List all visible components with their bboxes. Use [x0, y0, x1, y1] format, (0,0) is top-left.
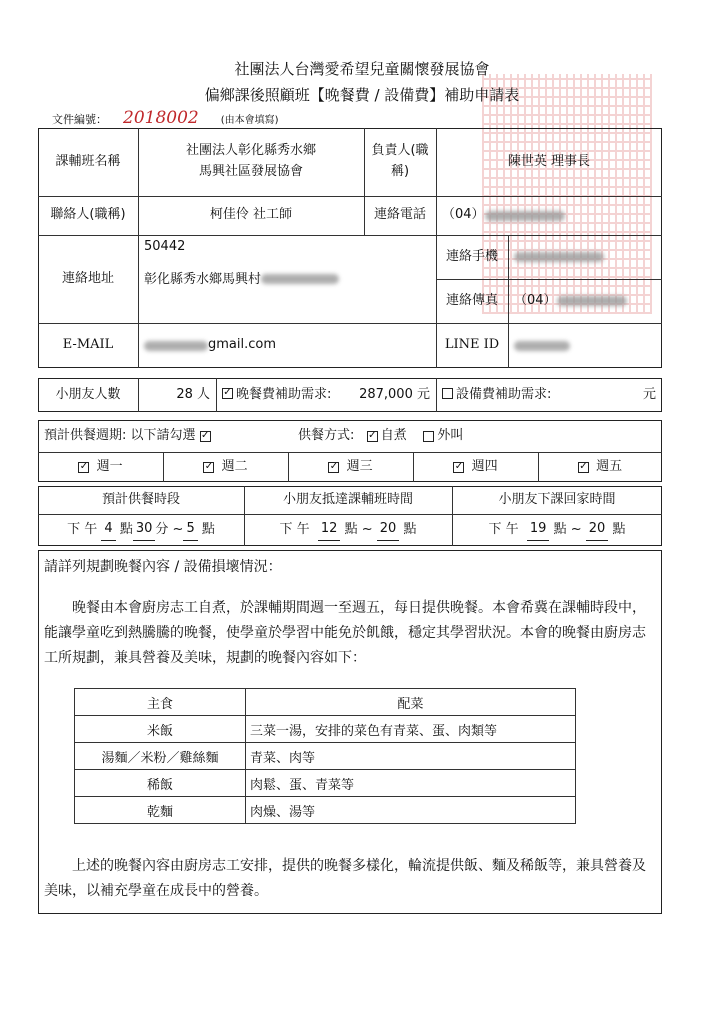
menu-head-main: 主食	[75, 689, 246, 716]
equip-subsidy-amount: 元	[642, 386, 656, 402]
plan-heading: 請詳列規劃晚餐內容 / 設備損壞情況：	[44, 559, 282, 575]
meal-time-value[interactable]: 下 午 4 點 30 分 ~ 5 點	[38, 514, 244, 546]
hour-unit: 點	[403, 521, 417, 537]
menu-main: 湯麵／米粉／雞絲麵	[75, 743, 246, 770]
line-id-value[interactable]	[508, 323, 662, 368]
plan-paragraph-2: 上述的晚餐內容由廚房志工安排，提供的晚餐多樣化，輪流提供飯、麵及稀飯等，兼具營養及美味，以補充學童在成長中的營養。	[44, 858, 646, 899]
method-row	[292, 420, 662, 452]
pm-text: 下 午	[488, 521, 519, 537]
menu-header-row	[75, 689, 576, 716]
pm-text: 下 午	[279, 521, 310, 537]
class-name-value	[138, 128, 364, 196]
order-out-label: 外叫	[437, 427, 464, 443]
method-label: 供餐方式:	[298, 427, 355, 443]
pm-text: 下 午	[67, 521, 98, 537]
class-name-label: 課輔班名稱	[55, 153, 121, 169]
redacted-phone	[485, 211, 565, 221]
day-label: 週二	[221, 458, 248, 474]
plan-paragraph-1: 晚餐由本會廚房志工自煮，於課輔期間週一至週五，每日提供晚餐。本會希冀在課輔時段中，能讓學童吃到熱騰騰的晚餐，使學童於學習中能免於飢餓，穩定其學習狀況。本會的晚餐由廚房志工所規劃，兼具營養及美味，規劃的晚餐內容如下：	[44, 600, 646, 666]
period-label: 預計供餐週期: 以下請勾選	[44, 427, 196, 443]
doc-no-note: (由本會填寫)	[220, 115, 279, 126]
menu-main: 稀飯	[75, 770, 246, 797]
hour-unit: 點	[344, 521, 358, 537]
form-title: 偏鄉課後照顧班【晚餐費 / 設備費】補助申請表	[204, 86, 520, 104]
arrive-hour-start: 12	[318, 519, 341, 541]
contact-value[interactable]: 柯佳伶 社工師	[209, 207, 293, 223]
menu-main: 米飯	[75, 716, 246, 743]
zip-code: 50442	[144, 239, 186, 254]
order-out-checkbox[interactable]	[423, 431, 434, 442]
menu-side: 三菜一湯，安排的菜色有青菜、蛋、肉類等	[246, 716, 576, 743]
day-checkbox[interactable]	[203, 462, 214, 473]
equip-subsidy-checkbox[interactable]	[442, 388, 453, 399]
redacted-fax	[557, 296, 627, 306]
home-time-value[interactable]: 下 午 19 點 ~ 20 點	[452, 514, 662, 546]
contact-label: 聯絡人(職稱)	[50, 207, 126, 223]
minute-unit: 分	[155, 521, 169, 537]
meal-subsidy-amount: 287,000 元	[359, 386, 430, 402]
leader-label: 負責人(職稱)	[371, 143, 429, 179]
day-checkbox[interactable]	[578, 462, 589, 473]
fax-value[interactable]	[508, 279, 662, 323]
self-cook-label: 自煮	[380, 427, 407, 443]
menu-side: 肉鬆、蛋、青菜等	[246, 770, 576, 797]
table-row	[75, 770, 576, 797]
mobile-label: 連絡手機	[445, 248, 498, 264]
day-label: 週五	[596, 458, 623, 474]
meal-subsidy-checkbox[interactable]	[222, 388, 233, 399]
redacted-email	[144, 341, 208, 351]
redacted-mobile	[514, 252, 604, 262]
meal-time-label: 預計供餐時段	[101, 491, 180, 507]
meal-hour-start: 4	[101, 519, 115, 541]
arrive-time-label: 小朋友抵達課輔班時間	[282, 491, 413, 507]
doc-no-label: 文件編號：	[52, 113, 107, 126]
hour-unit: 點	[553, 521, 567, 537]
day-wed[interactable]	[288, 452, 413, 482]
hour-unit: 點	[119, 521, 133, 537]
day-checkbox[interactable]	[328, 462, 339, 473]
table-row	[75, 743, 576, 770]
address-value[interactable]	[138, 235, 436, 323]
address-text: 彰化縣秀水鄉馬興村	[144, 271, 262, 287]
fax-label: 連絡傳真	[445, 292, 498, 308]
meal-subsidy[interactable]	[216, 378, 436, 412]
arrive-time-value[interactable]: 下 午 12 點 ~ 20 點	[244, 514, 452, 546]
table-row	[75, 797, 576, 824]
period-row	[38, 420, 298, 452]
class-name-line1: 社團法人彰化縣秀水鄉	[185, 143, 316, 159]
day-thu[interactable]	[413, 452, 538, 482]
menu-main: 乾麵	[75, 797, 246, 824]
menu-table	[74, 688, 576, 824]
doc-no-value[interactable]: 2018002	[117, 108, 205, 129]
redacted-address	[261, 274, 339, 284]
arrive-hour-end: 20	[377, 519, 400, 541]
class-name-line2: 馬興社區發展協會	[198, 164, 303, 179]
self-cook-checkbox[interactable]	[367, 431, 378, 442]
kids-label: 小朋友人數	[55, 386, 121, 402]
line-id-label: LINE ID	[444, 337, 500, 353]
menu-side: 青菜、肉等	[246, 743, 576, 770]
home-hour-start: 19	[527, 519, 550, 541]
home-time-label: 小朋友下課回家時間	[498, 491, 616, 507]
day-label: 週三	[346, 458, 373, 474]
fax-prefix: （04）	[514, 292, 557, 308]
table-row	[75, 716, 576, 743]
organization-title: 社團法人台灣愛希望兒童關懷發展協會	[234, 60, 490, 78]
period-checkbox[interactable]	[200, 431, 211, 442]
leader-value[interactable]: 陳世英 理事長	[507, 153, 591, 169]
email-value[interactable]	[138, 323, 436, 368]
home-hour-end: 20	[586, 519, 609, 541]
hour-unit: 點	[612, 521, 626, 537]
phone-value[interactable]	[436, 196, 662, 235]
email-label: E-MAIL	[62, 337, 114, 353]
day-fri[interactable]	[538, 452, 662, 482]
day-label: 週一	[96, 458, 123, 474]
hour-unit: 點	[201, 521, 215, 537]
day-label: 週四	[471, 458, 498, 474]
equip-subsidy[interactable]	[436, 378, 662, 412]
document-number	[52, 108, 279, 128]
day-checkbox[interactable]	[78, 462, 89, 473]
day-mon[interactable]	[38, 452, 163, 482]
equip-subsidy-label: 設備費補助需求:	[456, 386, 552, 402]
kids-value[interactable]: 28 人	[176, 386, 210, 402]
meal-minute-start: 30	[133, 519, 156, 541]
meal-hour-end: 5	[183, 519, 197, 541]
phone-prefix: （04）	[442, 207, 485, 223]
address-label: 連絡地址	[61, 270, 114, 286]
mobile-value[interactable]	[508, 235, 662, 279]
meal-subsidy-label: 晚餐費補助需求:	[236, 386, 332, 402]
menu-head-side: 配菜	[246, 689, 576, 716]
day-checkbox[interactable]	[453, 462, 464, 473]
phone-label: 連絡電話	[373, 207, 426, 223]
email-suffix: gmail.com	[208, 337, 277, 353]
menu-side: 肉燥、湯等	[246, 797, 576, 824]
day-tue[interactable]	[163, 452, 288, 482]
redacted-line-id	[514, 341, 570, 351]
